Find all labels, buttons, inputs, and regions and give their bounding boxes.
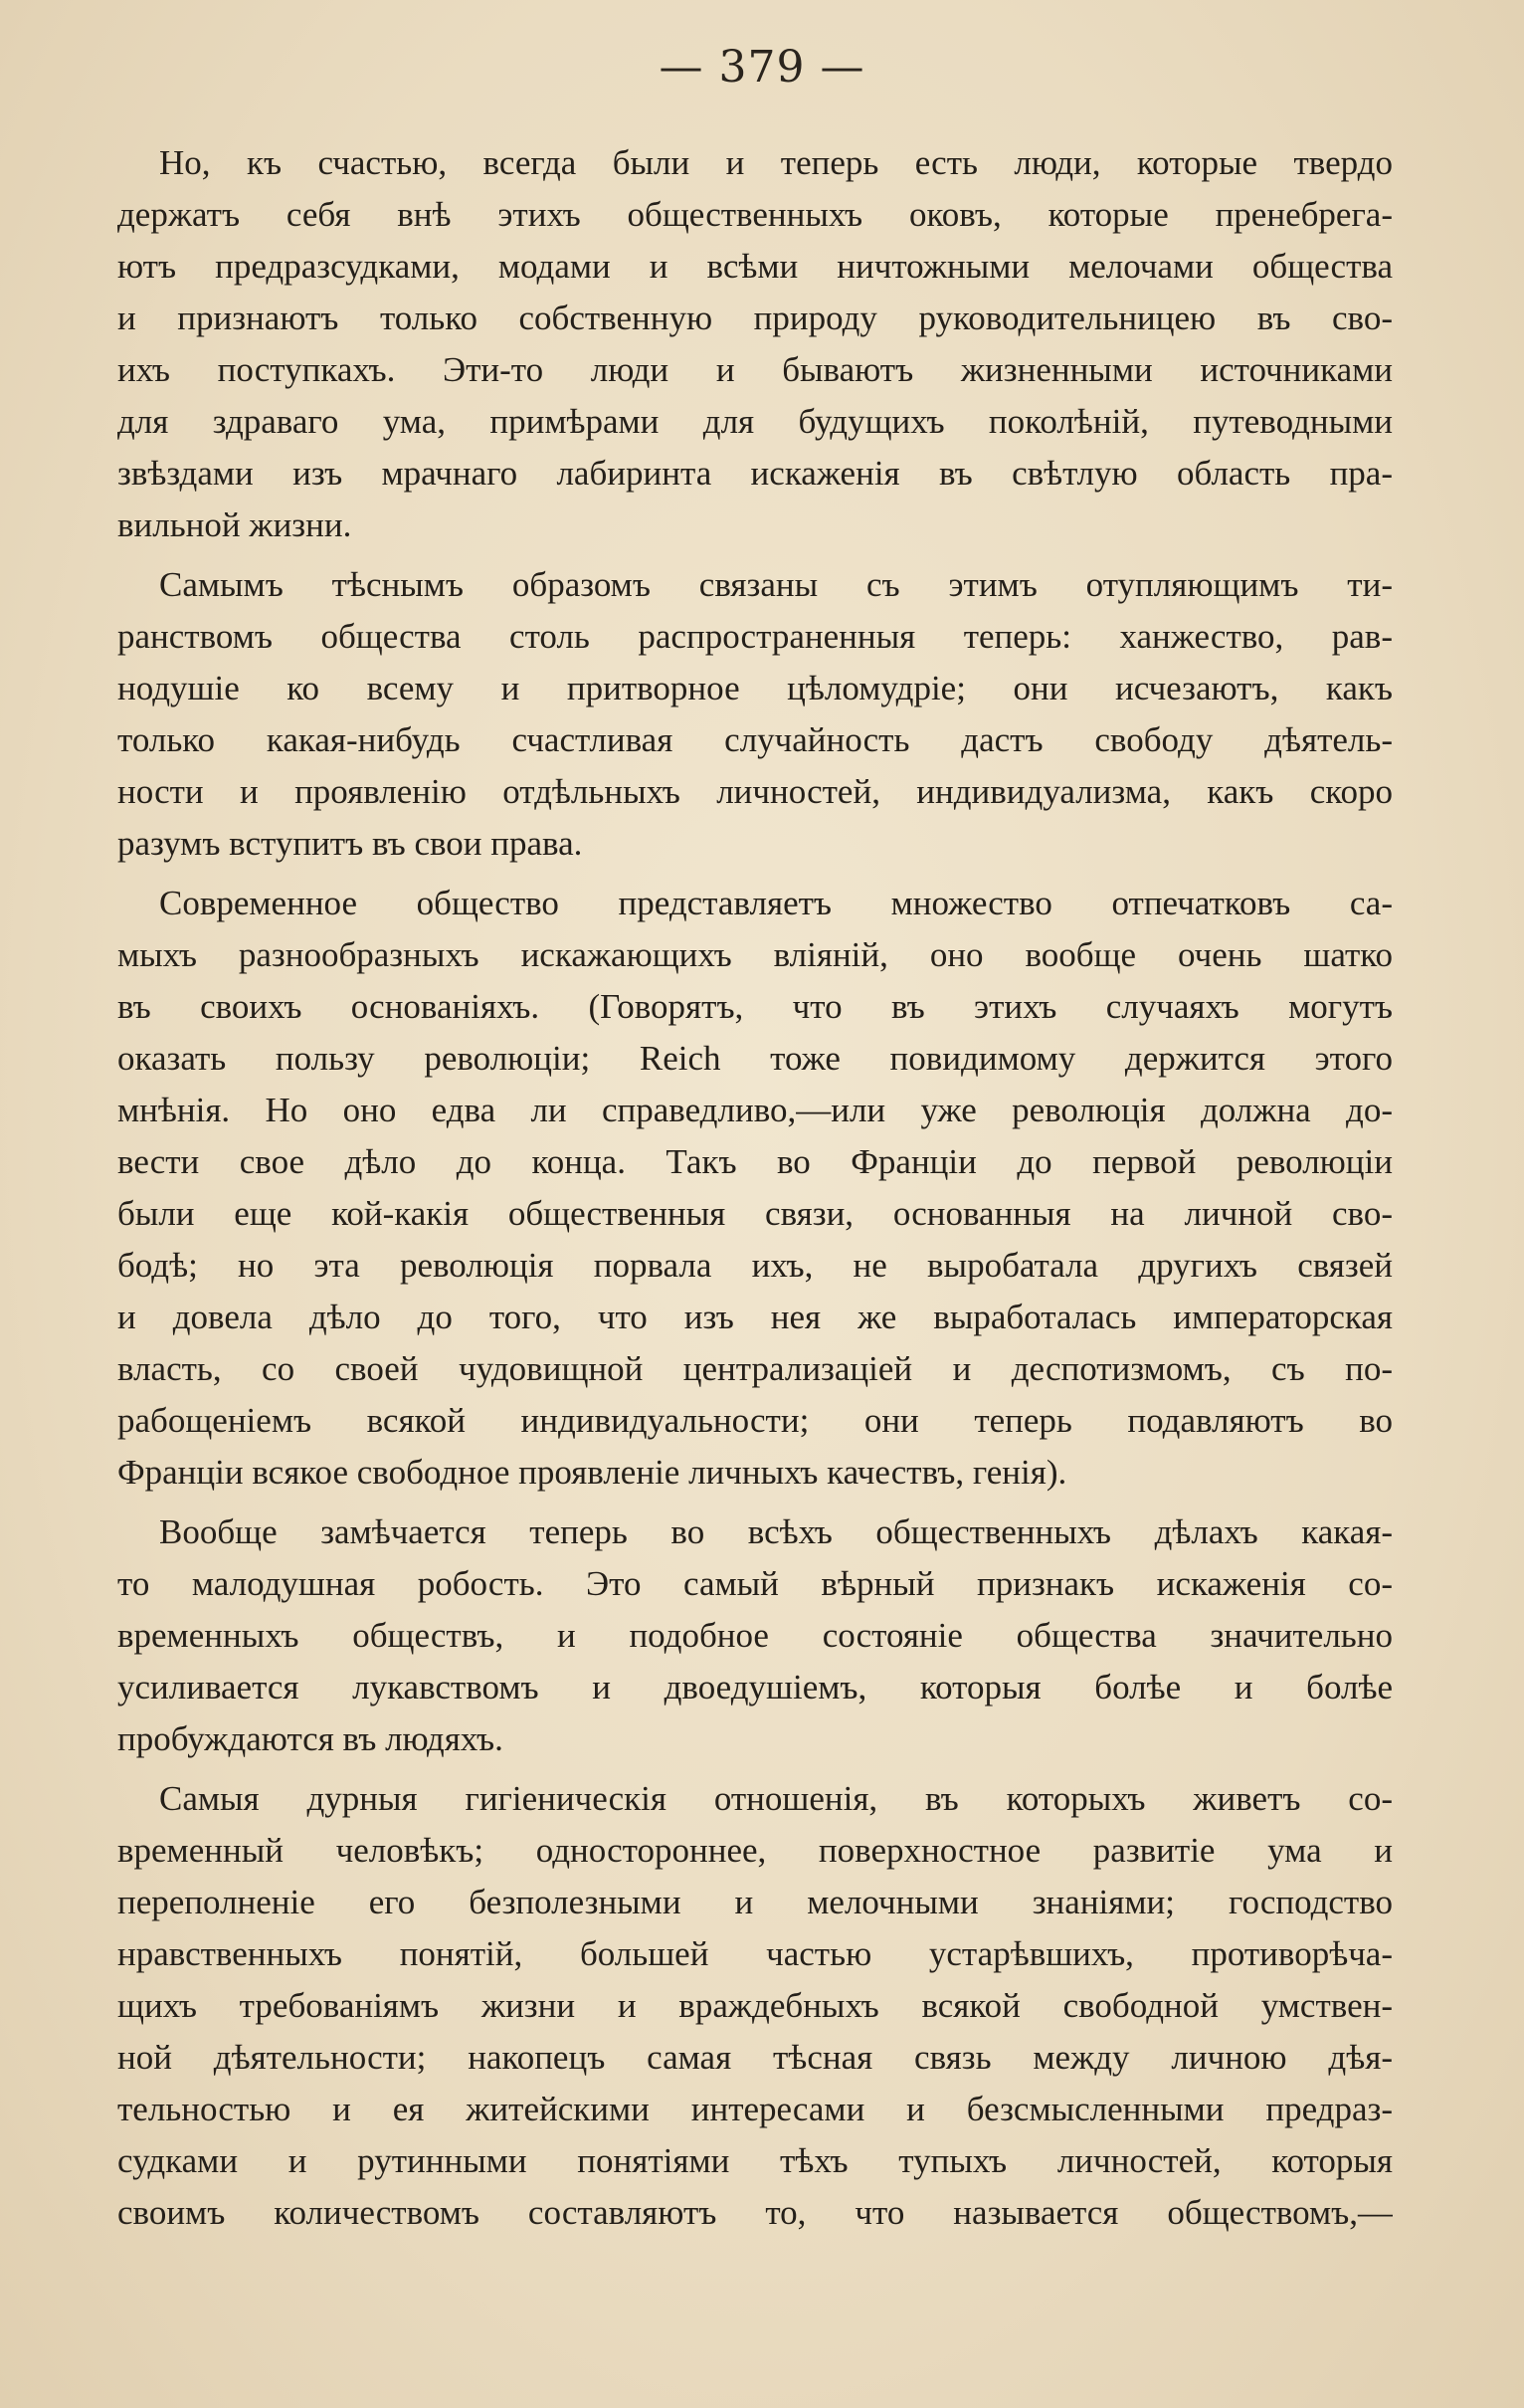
text-line: Современное общество представляетъ множество отпечатковъ са- (159, 884, 1393, 922)
text-line: временный человѣкъ; одностороннее, поверхностное развитіе ума и (117, 1831, 1393, 1870)
text-line: въ своихъ основаніяхъ. (Говорятъ, что въ этихъ случаяхъ могутъ (117, 987, 1393, 1026)
paragraph-3 (117, 878, 1393, 1499)
text-line: щихъ требованіямъ жизни и враждебныхъ всякой свободной умствен- (117, 1986, 1393, 2025)
text-line: нодушіе ко всему и притворное цѣломудріе; они исчезаютъ, какъ (117, 669, 1393, 707)
text-line: звѣздами изъ мрачнаго лабиринта искаженія въ свѣтлую область пра- (117, 454, 1393, 493)
text-line: ности и проявленію отдѣльныхъ личностей, индивидуализма, какъ скоро (117, 772, 1393, 811)
text-line: ютъ предразсудками, модами и всѣми ничтожными мелочами общества (117, 247, 1393, 286)
text-line: ихъ поступкахъ. Эти-то люди и бываютъ жизненными источниками (117, 350, 1393, 389)
text-line: временныхъ обществъ, и подобное состояніе общества значительно (117, 1616, 1393, 1655)
text-line: и довела дѣло до того, что изъ нея же выработалась императорская (117, 1298, 1393, 1336)
text-line: тельностью и ея житейскими интересами и безсмысленными предраз- (117, 2090, 1393, 2128)
text-line: ной дѣятельности; накопецъ самая тѣсная связь между личною дѣя- (117, 2038, 1393, 2077)
paragraph-2 (117, 559, 1393, 870)
text-line: Но, къ счастью, всегда были и теперь есть люди, которые твердо (159, 143, 1393, 182)
text-line: и признаютъ только собственную природу руководительницею въ сво- (117, 299, 1393, 337)
text-line: были еще кой-какія общественныя связи, основанныя на личной сво- (117, 1194, 1393, 1233)
text-line: разумъ вступитъ въ свои права. (117, 824, 583, 863)
page-number: — 379 — (659, 42, 865, 93)
text-line: ранствомъ общества столь распространенныя теперь: ханжество, рав- (117, 617, 1393, 656)
text-line: Вообще замѣчается теперь во всѣхъ общественныхъ дѣлахъ какая- (159, 1512, 1393, 1551)
text-line: своимъ количествомъ составляютъ то, что называется обществомъ,— (117, 2193, 1393, 2232)
text-line: вести свое дѣло до конца. Такъ во Франціи до первой революціи (117, 1142, 1393, 1181)
text-line: переполненіе его безполезными и мелочными знаніями; господство (117, 1883, 1393, 1921)
paragraph-1 (117, 137, 1393, 551)
text-line: для здраваго ума, примѣрами для будущихъ поколѣній, путеводными (117, 402, 1393, 441)
body-text (117, 137, 1393, 2247)
text-line: вильной жизни. (117, 505, 352, 544)
paragraph-4 (117, 1506, 1393, 1765)
text-line: мыхъ разнообразныхъ искажающихъ вліяній, оно вообще очень шатко (117, 935, 1393, 974)
text-line: пробуждаются въ людяхъ. (117, 1719, 503, 1758)
paragraph-5 (117, 1773, 1393, 2239)
text-line: Самымъ тѣснымъ образомъ связаны съ этимъ отупляющимъ ти- (159, 565, 1393, 604)
text-line: только какая-нибудь счастливая случайность дастъ свободу дѣятель- (117, 720, 1393, 759)
text-line: мнѣнія. Но оно едва ли справедливо,—или уже революція должна до- (117, 1091, 1393, 1129)
text-line: судками и рутинными понятіями тѣхъ тупыхъ личностей, которыя (117, 2141, 1393, 2180)
text-line: Франціи всякое свободное проявленіе личныхъ качествъ, генія). (117, 1453, 1067, 1492)
text-line: держатъ себя внѣ этихъ общественныхъ оковъ, которые пренебрега- (117, 195, 1393, 234)
text-line: усиливается лукавствомъ и двоедушіемъ, которыя болѣе и болѣе (117, 1668, 1393, 1706)
text-line: нравственныхъ понятій, большей частью устарѣвшихъ, противорѣча- (117, 1934, 1393, 1973)
text-line: то малодушная робость. Это самый вѣрный признакъ искаженія со- (117, 1564, 1393, 1603)
text-line: бодѣ; но эта революція порвала ихъ, не выробатала другихъ связей (117, 1246, 1393, 1285)
text-line: Самыя дурныя гигіеническія отношенія, въ которыхъ живетъ со- (159, 1779, 1393, 1818)
text-line: рабощеніемъ всякой индивидуальности; они теперь подавляютъ во (117, 1401, 1393, 1440)
text-line: оказать пользу революціи; Reich тоже повидимому держится этого (117, 1039, 1393, 1078)
text-line: власть, со своей чудовищной централизаціей и деспотизмомъ, съ по- (117, 1349, 1393, 1388)
